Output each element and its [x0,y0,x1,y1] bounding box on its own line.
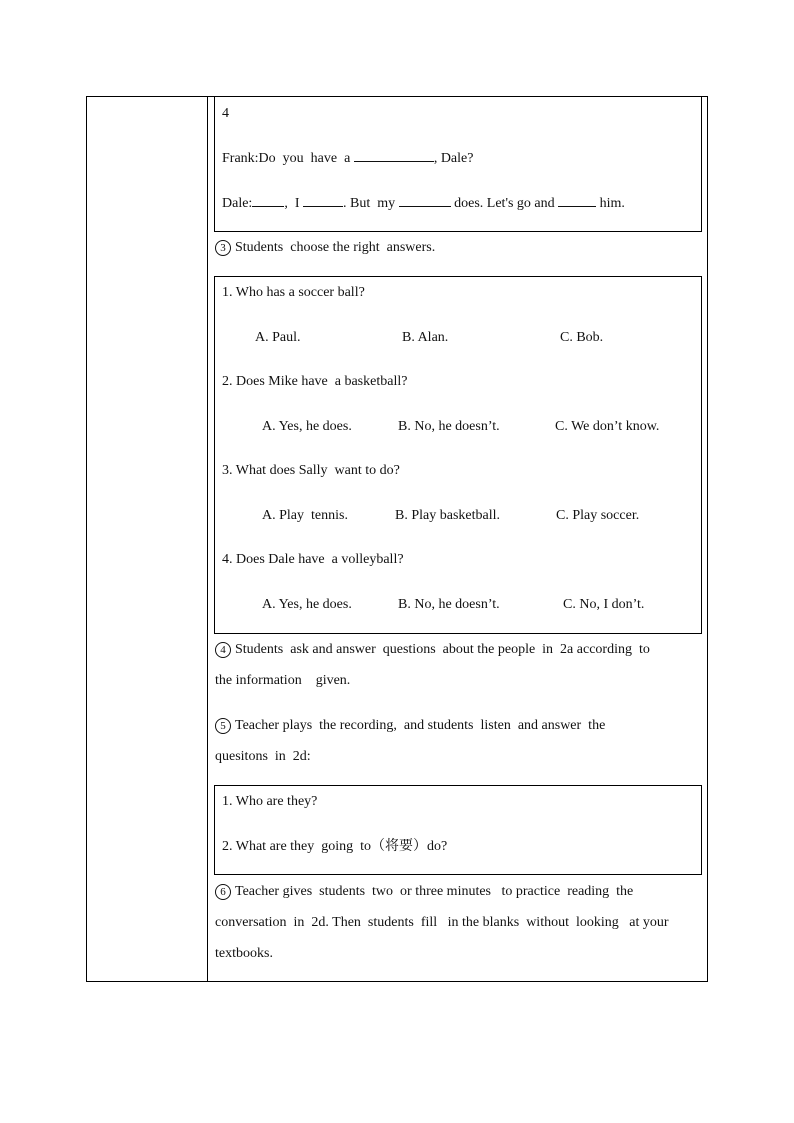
step-4-line-2: the information given. [215,673,351,688]
step-4-line-1: 4 Students ask and answer questions about the people in 2a according to [215,641,650,659]
quiz-question: 3. What does Sally want to do? [222,463,400,478]
column-divider [207,96,208,982]
quiz-option[interactable]: B. Alan. [402,330,449,345]
quiz-option[interactable]: C. Play soccer. [556,508,640,523]
listening-question: 1. Who are they? [222,794,318,809]
step-6-line-1: 6 Teacher gives students two or three minutes to practice reading the [215,883,633,901]
quiz-question: 4. Does Dale have a volleyball? [222,552,404,567]
quiz-option[interactable]: B. No, he doesn’t. [398,419,500,434]
frank-line: Frank:Do you have a , Dale? [222,151,474,166]
step-3: 3 Students choose the right answers. [215,239,435,257]
quiz-option[interactable]: B. Play basketball. [395,508,500,523]
blank-4[interactable] [399,194,451,207]
quiz-question: 2. Does Mike have a basketball? [222,374,408,389]
quiz-option[interactable]: A. Yes, he does. [262,597,352,612]
step-6-line-3: textbooks. [215,946,273,961]
dialogue-number: 4 [222,106,229,121]
circled-number: 6 [215,884,231,900]
quiz-option[interactable]: A. Play tennis. [262,508,348,523]
quiz-question: 1. Who has a soccer ball? [222,285,365,300]
quiz-option[interactable]: B. No, he doesn’t. [398,597,500,612]
step-6-line-2: conversation in 2d. Then students fill in the blanks without looking at your [215,915,669,930]
blank-1[interactable] [354,149,434,162]
listening-question: 2. What are they going to（将要）do? [222,839,448,854]
blank-3[interactable] [303,194,343,207]
circled-number: 4 [215,642,231,658]
quiz-option[interactable]: A. Yes, he does. [262,419,352,434]
blank-2[interactable] [252,194,284,207]
circled-number: 5 [215,718,231,734]
circled-number: 3 [215,240,231,256]
quiz-option[interactable]: C. We don’t know. [555,419,660,434]
dale-line: Dale: , I . But my does. Let's go and him. [222,196,625,211]
quiz-option[interactable]: C. Bob. [560,330,604,345]
step-5-line-2: quesitons in 2d: [215,749,311,764]
quiz-option[interactable]: A. Paul. [255,330,301,345]
quiz-option[interactable]: C. No, I don’t. [563,597,645,612]
blank-5[interactable] [558,194,596,207]
step-5-line-1: 5 Teacher plays the recording, and students listen and answer the [215,717,605,735]
